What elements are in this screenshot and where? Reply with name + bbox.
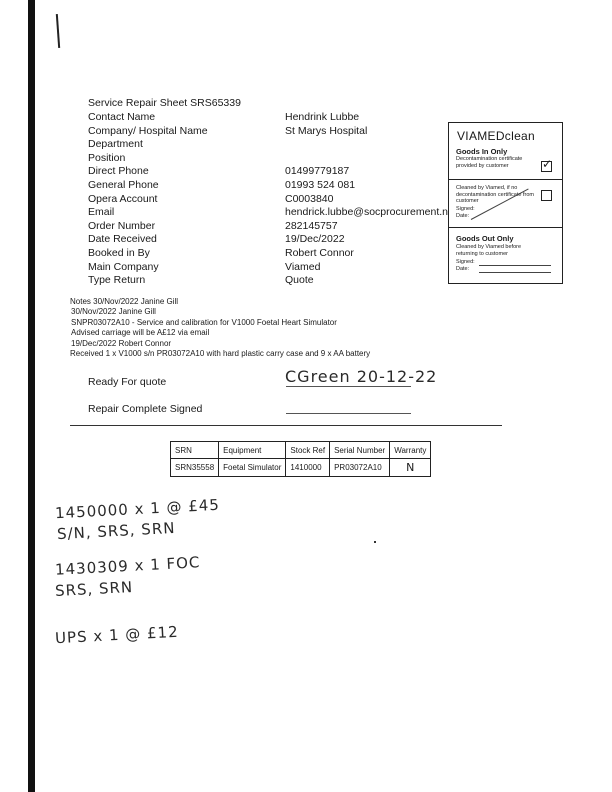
field-label: Company/ Hospital Name [88, 124, 208, 137]
cleaned-checkbox [541, 190, 552, 201]
note-line: Advised carriage will be A£12 via email [71, 328, 210, 337]
field-value: 19/Dec/2022 [285, 233, 345, 246]
table-header-row [171, 442, 431, 459]
field-label: Contact Name [88, 111, 156, 123]
field-label: Email [88, 206, 115, 219]
repair-complete-label: Repair Complete Signed [88, 403, 203, 415]
field-label: Date Received [88, 233, 157, 246]
field-label: Position [88, 151, 126, 164]
handwritten-line: 1430309 x 1 FOC [54, 553, 201, 579]
table-cell: Foetal Simulator [219, 459, 286, 477]
pen-mark [56, 14, 60, 48]
ready-for-quote-label: Ready For quote [88, 376, 167, 388]
field-value: hendrick.lubbe@socprocurement.n [285, 206, 448, 219]
handwritten-line: SRS, SRN [54, 577, 134, 601]
date-label: Date: [456, 266, 470, 272]
handwritten-line: 1450000 x 1 @ £45 [54, 495, 221, 523]
column-header: Serial Number [330, 442, 390, 459]
column-header: Equipment [219, 442, 286, 459]
field-label: Order Number [88, 219, 156, 232]
signed-label: Signed: [456, 206, 475, 212]
stamp-divider [449, 179, 562, 180]
date-label: Date: [456, 213, 470, 219]
field-label: Direct Phone [88, 165, 149, 178]
page-title: Service Repair Sheet SRS65339 [88, 97, 241, 109]
field-value: Robert Connor [285, 247, 354, 259]
field-value: Hendrink Lubbe [285, 111, 360, 123]
field-label: Booked in By [88, 247, 150, 259]
field-value: C0003840 [285, 192, 334, 205]
goods-in-text: Decontamination certificate provided by customer [456, 156, 523, 169]
field-value: Quote [285, 274, 314, 287]
field-label: Department [88, 138, 143, 151]
signed-label: Signed: [456, 259, 475, 265]
field-label: Opera Account [88, 192, 158, 205]
field-label: Type Return [88, 274, 146, 287]
goods-out-heading: Goods Out Only [456, 234, 514, 243]
goods-out-text: Cleaned by Viamed before returning to customer [456, 244, 522, 257]
goods-in-heading: Goods In Only [456, 147, 508, 156]
field-value: Viamed [285, 260, 321, 273]
section-divider [70, 425, 502, 426]
field-value: 01499779187 [285, 165, 350, 178]
table-body [171, 459, 431, 477]
date-line [479, 272, 551, 273]
goods-in-checkbox [541, 157, 553, 172]
note-line: 19/Dec/2022 Robert Connor [71, 339, 172, 348]
field-label: Main Company [88, 260, 159, 273]
table-cell: PR03072A10 [330, 459, 390, 477]
repair-signature-line [286, 413, 411, 414]
column-header: Stock Ref [286, 442, 330, 459]
cleaned-text: Cleaned by Viamed, if no decontamination certificate from customer [456, 185, 534, 204]
stamp-brand: VIAMEDclean [457, 129, 535, 143]
note-line: Notes 30/Nov/2022 Janine Gill [70, 297, 179, 306]
handwritten-line: S/N, SRS, SRN [56, 518, 176, 544]
field-value: 01993 524 081 [285, 179, 356, 191]
column-header: SRN [171, 442, 219, 459]
note-line: Received 1 x V1000 s/n PR03072A10 with hard plastic carry case and 9 x AA battery [70, 349, 371, 358]
stamp-divider [449, 227, 562, 228]
ready-signature-line [286, 386, 411, 387]
note-line: 30/Nov/2022 Janine Gill [71, 307, 156, 316]
stray-mark [374, 541, 376, 543]
field-label: General Phone [88, 179, 159, 191]
viamed-clean-stamp [448, 122, 563, 284]
column-header: Warranty [390, 442, 431, 459]
note-line: SNPR03072A10 - Service and calibration for V1000 Foetal Heart Simulator [71, 318, 337, 327]
handwritten-line: UPS x 1 @ £12 [54, 622, 180, 648]
table-row [171, 459, 431, 477]
table-cell: SRN35558 [171, 459, 219, 477]
table-cell: N [390, 459, 431, 477]
table-cell: 1410000 [286, 459, 330, 477]
equipment-table [170, 441, 431, 477]
field-value: St Marys Hospital [285, 124, 368, 137]
field-value: 282145757 [285, 219, 338, 232]
check-mark-icon: ✓ [542, 157, 553, 171]
ready-for-quote-signature: CGreen 20-12-22 [285, 367, 438, 386]
scan-edge-shadow [28, 0, 35, 792]
